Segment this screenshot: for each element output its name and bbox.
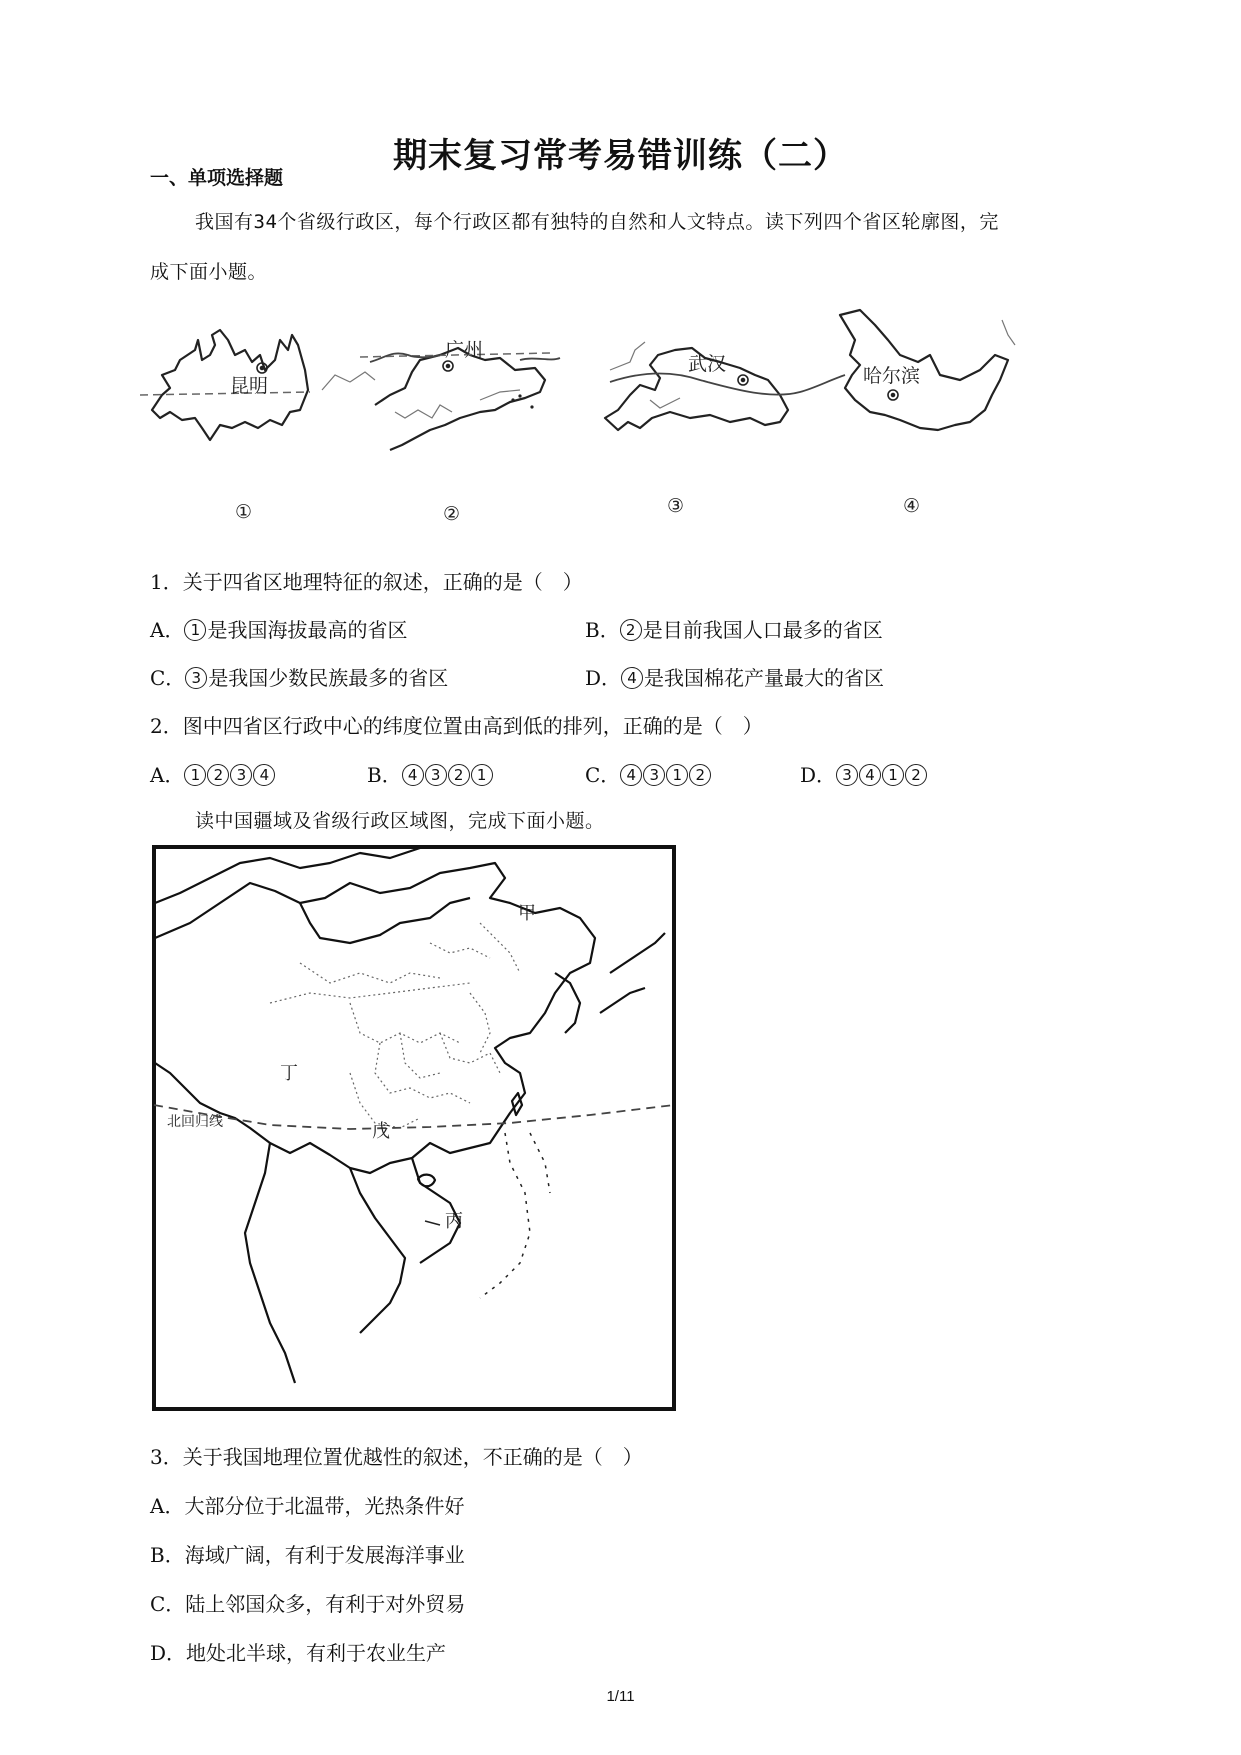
question-1-option-d[interactable]: D． 4 是我国棉花产量最大的省区 bbox=[585, 666, 885, 690]
section-heading: 一、单项选择题 bbox=[150, 167, 284, 189]
question-2-option-b[interactable]: B． 4 3 2 1 bbox=[367, 759, 494, 788]
map-number-4: ④ bbox=[903, 495, 921, 517]
page-number: 1/11 bbox=[606, 1688, 635, 1705]
map-number-2: ② bbox=[443, 503, 461, 525]
question-1-stem: 1．关于四省区地理特征的叙述，正确的是（ ） bbox=[150, 570, 583, 594]
guangdong-outline bbox=[375, 348, 545, 450]
question-2-option-c[interactable]: C． 4 3 1 2 bbox=[585, 759, 712, 788]
question-3-option-d[interactable]: D．地处北半球，有利于农业生产 bbox=[150, 1641, 447, 1665]
tropic-of-cancer-label: 北回归线 bbox=[167, 1114, 223, 1130]
city-label-wuhan: 武汉 bbox=[688, 353, 727, 375]
map-label-bing: 丙 bbox=[445, 1211, 463, 1232]
intro-text-line-1: 我国有34个省级行政区，每个行政区都有独特的自然和人文特点。读下列四个省区轮廓图，完 bbox=[195, 211, 999, 233]
map-label-wu: 戊 bbox=[372, 1121, 390, 1142]
page-title: 期末复习常考易错训练（二） bbox=[393, 136, 848, 176]
question-2-stem: 2．图中四省区行政中心的纬度位置由高到低的排列，正确的是（ ） bbox=[150, 714, 763, 738]
intro-text-line-2: 成下面小题。 bbox=[150, 261, 268, 283]
question-3-stem: 3．关于我国地理位置优越性的叙述，不正确的是（ ） bbox=[150, 1445, 643, 1469]
city-label-harbin: 哈尔滨 bbox=[863, 365, 921, 387]
question-1-option-b[interactable]: B． 2 是目前我国人口最多的省区 bbox=[585, 618, 883, 642]
question-1-option-c[interactable]: C． 3 是我国少数民族最多的省区 bbox=[150, 666, 449, 690]
province-outline-maps bbox=[140, 300, 1020, 530]
question-2-option-a[interactable]: A． 1 2 3 4 bbox=[150, 759, 276, 788]
map-number-3: ③ bbox=[667, 495, 685, 517]
city-label-kunming: 昆明 bbox=[230, 375, 269, 397]
city-label-guangzhou: 广州 bbox=[445, 339, 484, 361]
question-1-option-a[interactable]: A． 1 是我国海拔最高的省区 bbox=[150, 618, 408, 642]
map-number-1: ① bbox=[235, 501, 253, 523]
question-3-option-c[interactable]: C．陆上邻国众多，有利于对外贸易 bbox=[150, 1592, 466, 1616]
intro-text-map: 读中国疆域及省级行政区域图，完成下面小题。 bbox=[195, 810, 605, 832]
question-3-option-a[interactable]: A．大部分位于北温带，光热条件好 bbox=[150, 1494, 465, 1518]
map-label-jia: 甲 bbox=[518, 903, 536, 924]
question-3-option-b[interactable]: B．海域广阔，有利于发展海洋事业 bbox=[150, 1543, 465, 1567]
question-2-option-d[interactable]: D． 3 4 1 2 bbox=[800, 759, 928, 788]
china-map bbox=[150, 843, 680, 1413]
map-label-ding: 丁 bbox=[280, 1063, 298, 1084]
